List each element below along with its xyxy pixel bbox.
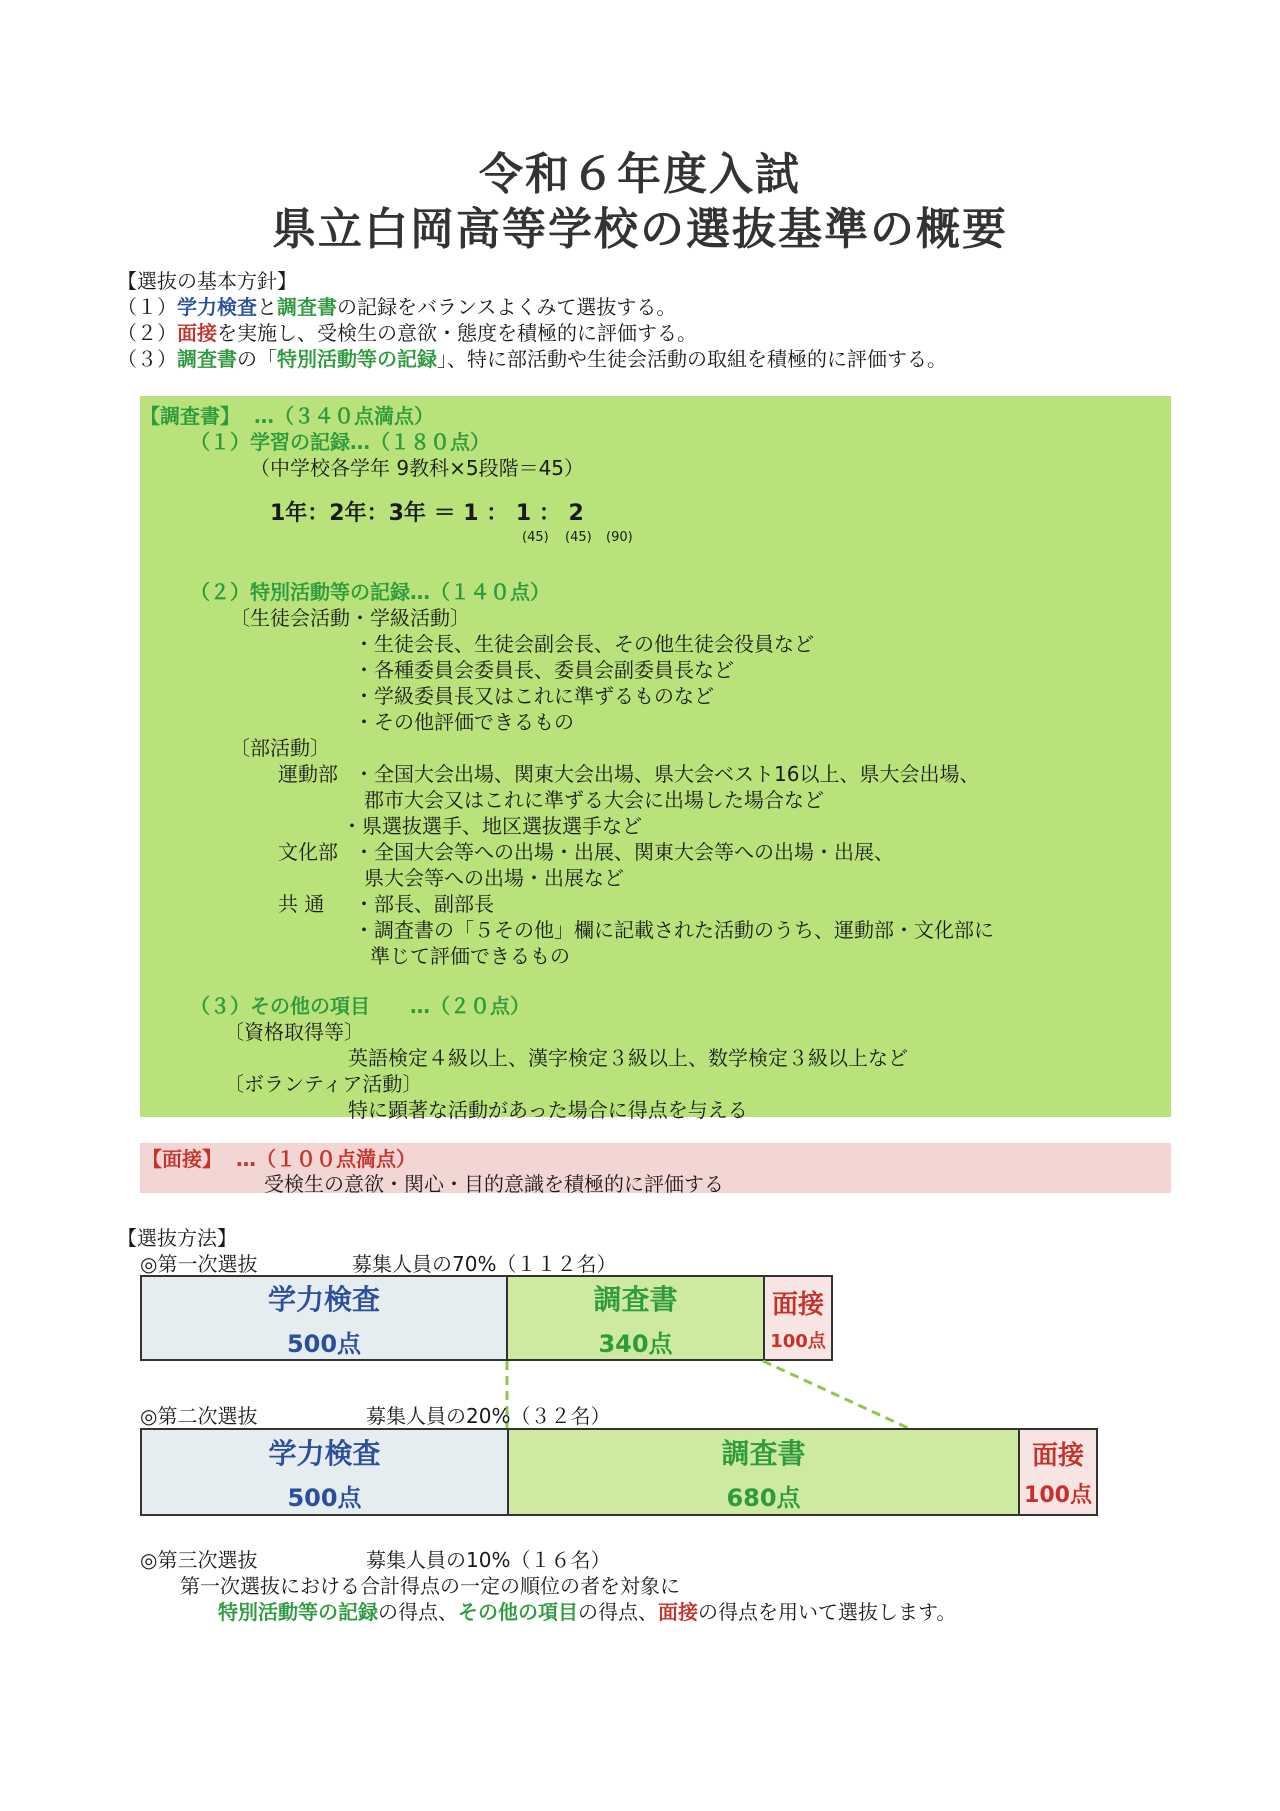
second-academic-test-cell: 学力検査 500点: [142, 1430, 509, 1514]
volunteer-group: 〔ボランティア活動〕: [224, 1072, 423, 1096]
culture-club-line-2: 県大会等への出場・出展など: [364, 866, 624, 890]
learning-record-note: （中学校各学年 9教科×5段階＝45）: [250, 456, 585, 480]
second-report-cell: 調査書 680点: [509, 1430, 1020, 1514]
ratio-sub-3: (90): [606, 530, 633, 545]
first-academic-test-cell: 学力検査 500点: [142, 1277, 508, 1359]
first-selection-quota: 募集人員の70%（１１２名）: [352, 1252, 617, 1276]
learning-record-title: （１）学習の記録…（１８０点）: [190, 430, 490, 454]
policy-item-1: （１）学力検査と調査書の記録をバランスよくみて選抜する。: [117, 295, 677, 319]
first-report-cell: 調査書 340点: [508, 1277, 765, 1359]
chosa-heading: 【調査書】 …（３４０点満点）: [140, 404, 434, 428]
common-line-2: ・調査書の「５その他」欄に記載された活動のうち、運動部・文化部に: [354, 918, 994, 942]
grade-ratio: 1年：2年：3年 ＝ 1 ： 1 ： 2: [270, 501, 584, 526]
third-selection-label: ◎第三次選抜: [140, 1548, 258, 1572]
culture-club-line-1: ・全国大会等への出場・出展、関東大会等への出場・出展、: [354, 840, 894, 864]
council-item-2: ・各種委員会委員長、委員会副委員長など: [354, 658, 734, 682]
method-heading: 【選抜方法】: [117, 1226, 237, 1250]
interview-heading: 【面接】 …（１００点満点）: [142, 1147, 416, 1171]
title-line-2: 県立白岡高等学校の選抜基準の概要: [272, 204, 1008, 255]
first-selection-label: ◎第一次選抜: [140, 1252, 258, 1276]
second-selection-breakdown: [140, 1428, 1098, 1516]
special-activities-title: （２）特別活動等の記録…（１４０点）: [190, 580, 550, 604]
third-selection-line-2: 特別活動等の記録の得点、その他の項目の得点、面接の得点を用いて選抜します。: [218, 1600, 957, 1624]
title-line-1: 令和６年度入試: [479, 149, 801, 200]
policy-item-3: （３）調査書の「特別活動等の記録」、特に部活動や生徒会活動の取組を積極的に評価する。: [117, 347, 947, 371]
ratio-sub-1: (45): [522, 530, 549, 545]
volunteer-text: 特に顕著な活動があった場合に得点を与える: [348, 1098, 748, 1122]
student-council-group: 〔生徒会活動・学級活動〕: [230, 606, 470, 630]
second-interview-cell: 面接 100点: [1020, 1430, 1096, 1514]
second-selection-label: ◎第二次選抜: [140, 1404, 258, 1428]
sports-club-line-3: ・県選抜選手、地区選抜選手など: [342, 814, 642, 838]
council-item-1: ・生徒会長、生徒会副会長、その他生徒会役員など: [354, 632, 814, 656]
council-item-3: ・学級委員長又はこれに準ずるものなど: [354, 684, 714, 708]
common-line-3: 準じて評価できるもの: [370, 944, 570, 968]
connector-right-line: [763, 1361, 908, 1428]
interview-text: 受検生の意欲・関心・目的意識を積極的に評価する: [264, 1172, 724, 1196]
policy-item-2: （２）面接を実施し、受検生の意欲・態度を積極的に評価する。: [117, 321, 697, 345]
sports-club-line-1: ・全国大会出場、関東大会出場、県大会ベスト16以上、県大会出場、: [354, 762, 980, 786]
third-selection-quota: 募集人員の10%（１６名）: [366, 1548, 611, 1572]
common-label: 共 通: [278, 892, 325, 916]
other-items-title: （３）その他の項目 …（２０点）: [190, 994, 530, 1018]
common-line-1: ・部長、副部長: [354, 892, 494, 916]
council-item-4: ・その他評価できるもの: [354, 710, 574, 734]
qualifications-text: 英語検定４級以上、漢字検定３級以上、数学検定３級以上など: [348, 1046, 908, 1070]
qualifications-group: 〔資格取得等〕: [224, 1020, 364, 1044]
second-selection-quota: 募集人員の20%（３２名）: [366, 1404, 611, 1428]
ratio-sub-2: (45): [565, 530, 592, 545]
sports-club-line-2: 郡市大会又はこれに準ずる大会に出場した場合など: [364, 788, 824, 812]
sports-club-label: 運動部: [278, 762, 338, 786]
policy-heading: 【選抜の基本方針】: [117, 269, 297, 293]
first-interview-cell: 面接 100点: [765, 1277, 831, 1359]
club-group: 〔部活動〕: [230, 736, 330, 760]
culture-club-label: 文化部: [278, 840, 338, 864]
third-selection-line-1: 第一次選抜における合計得点の一定の順位の者を対象に: [180, 1574, 680, 1598]
